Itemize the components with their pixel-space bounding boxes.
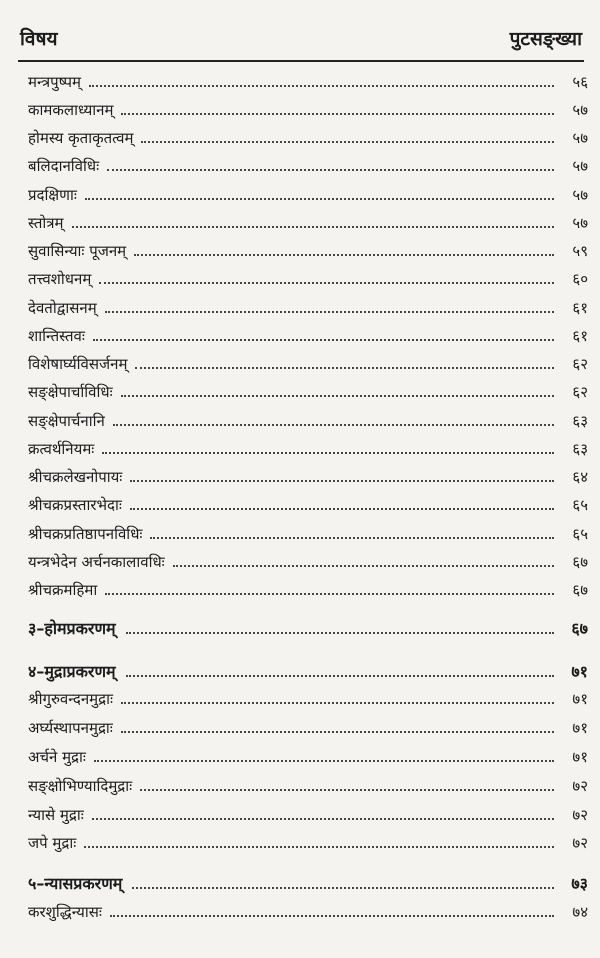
toc-entry [28,690,588,708]
dot-leader [84,846,554,848]
toc-entry [28,383,588,401]
toc-entry-page-number: ५७ [572,157,588,175]
toc-entry-page-number: ६० [572,270,588,288]
dot-leader [126,632,554,634]
toc-entry [28,777,588,795]
toc-entry [28,73,588,91]
toc-entry-title: श्रीचक्रलेखनोपायः [28,468,123,486]
toc-entry [28,806,588,824]
toc-entry-page-number: ५९ [572,242,588,260]
toc-entry-page-number: ५७ [572,101,588,119]
header-rule [18,60,584,62]
page-number-column-heading: पुटसङ्ख्या [509,28,582,50]
toc-entry-title: श्रीचक्रमहिमा [28,581,98,599]
toc-entry-page-number: ७३ [571,874,588,893]
toc-entry-page-number: ६१ [572,327,588,345]
toc-entry-title: सङ्क्षोभिण्यादिमुद्राः [28,777,133,795]
toc-entry [28,903,588,921]
toc-entry [28,129,588,147]
toc-entry-page-number: ६५ [572,496,588,514]
dot-leader [107,169,554,171]
toc-entry [28,496,588,514]
toc-section-heading [28,620,588,638]
toc-entry-title: श्रीचक्रप्रस्तारभेदाः [28,496,122,514]
dot-leader [126,675,554,677]
toc-entry-page-number: ६७ [572,553,588,571]
toc-entry-title: यन्त्रभेदेन अर्चनकालावधिः [28,553,165,571]
dot-leader [132,887,554,889]
dot-leader [89,85,554,87]
toc-entry [28,242,588,260]
toc-entry [28,327,588,345]
toc-entry [28,186,588,204]
toc-entry [28,412,588,430]
toc-entry-title: क्रत्वर्थनियमः [28,440,95,458]
dot-leader [72,226,554,228]
dot-leader [94,760,554,762]
toc-entry-page-number: ७१ [572,690,588,708]
dot-leader [92,818,554,820]
toc-entry-page-number: ६२ [572,383,588,401]
toc-entry-page-number: ५६ [572,73,588,91]
toc-entry [28,553,588,571]
toc-entry [28,101,588,119]
toc-entry-title: प्रदक्षिणाः [28,186,77,204]
dot-leader [121,113,554,115]
toc-entry-page-number: ७२ [572,777,588,795]
dot-leader [130,508,554,510]
toc-entry [28,214,588,232]
toc-entry [28,834,588,852]
toc-entry-title: शान्तिस्तवः [28,327,85,345]
dot-leader [105,311,554,313]
toc-entry-page-number: ६७ [572,581,588,599]
toc-entry-page-number: ७१ [571,662,588,681]
toc-entry [28,748,588,766]
toc-entry [28,440,588,458]
toc-entry-title: अर्घ्यस्थापनमुद्राः [28,719,113,737]
toc-entry-title: बलिदानविधिः [28,157,100,175]
dot-leader [99,282,554,284]
toc-section-heading [28,663,588,681]
dot-leader [140,789,554,791]
toc-entry [28,299,588,317]
toc-entry-title: विशेषार्घ्यविसर्जनम् [28,355,128,373]
toc-entry-title: श्रीगुरुवन्दनमुद्राः [28,690,114,708]
toc-entry [28,270,588,288]
toc-entry-title: सङ्क्षेपार्चनानि [28,412,105,430]
toc-entry-page-number: ७४ [572,903,588,921]
dot-leader [110,915,554,917]
toc-entry-page-number: ६७ [571,619,588,638]
toc-entry-page-number: ७१ [572,719,588,737]
toc-header [20,18,582,58]
toc-entry-page-number: ६४ [572,468,588,486]
toc-entry-title: न्यासे मुद्राः [28,806,84,824]
dot-leader [113,424,554,426]
toc-entry-title: ३–होमप्रकरणम् [28,619,116,638]
dot-leader [130,480,554,482]
toc-entry-page-number: ६५ [572,525,588,543]
toc-entry [28,581,588,599]
toc-entry-page-number: ६३ [572,440,588,458]
dot-leader [102,452,554,454]
toc-entry-title: जपे मुद्राः [28,834,77,852]
toc-entry [28,719,588,737]
toc-entry-page-number: ५७ [572,186,588,204]
toc-entry-title: सुवासिन्याः पूजनम् [28,242,127,260]
dot-leader [134,254,554,256]
toc-entry-title: कामकलाध्यानम् [28,101,114,119]
dot-leader [173,565,554,567]
dot-leader [93,339,554,341]
toc-entry [28,157,588,175]
toc-entry-title: ५–न्यासप्रकरणम् [28,874,123,893]
toc-entry-page-number: ५७ [572,129,588,147]
toc-entry-title: होमस्य कृताकृतत्वम् [28,129,134,147]
toc-entry-title: सङ्क्षेपार्चाविधिः [28,383,113,401]
dot-leader [121,395,554,397]
dot-leader [150,537,554,539]
toc-entry-page-number: ६१ [572,299,588,317]
toc-entry-title: करशुद्धिन्यासः [28,903,102,921]
toc-entry-page-number: ७१ [572,748,588,766]
toc-entry-title: श्रीचक्रप्रतिष्ठापनविधिः [28,525,143,543]
toc-section-heading [28,875,588,893]
subject-column-heading: विषय [20,28,58,50]
toc-entry [28,355,588,373]
toc-entry-title: ४–मुद्राप्रकरणम् [28,662,116,681]
dot-leader [121,702,554,704]
toc-entry-page-number: ६३ [572,412,588,430]
toc-entry [28,525,588,543]
toc-entry-title: स्तोत्रम् [28,214,64,232]
toc-entry-page-number: ७२ [572,806,588,824]
toc-entry-title: तत्त्वशोधनम् [28,270,92,288]
toc-entry-page-number: ६२ [572,355,588,373]
toc-entry-title: देवतोद्वासनम् [28,299,97,317]
toc-entry-page-number: ७२ [572,834,588,852]
dot-leader [105,593,554,595]
dot-leader [121,731,554,733]
toc-entry [28,468,588,486]
dot-leader [135,367,554,369]
toc-entry-title: अर्चने मुद्राः [28,748,86,766]
dot-leader [85,198,554,200]
toc-entry-page-number: ५७ [572,214,588,232]
toc-entry-title: मन्त्रपुष्पम् [28,73,81,91]
dot-leader [141,141,554,143]
